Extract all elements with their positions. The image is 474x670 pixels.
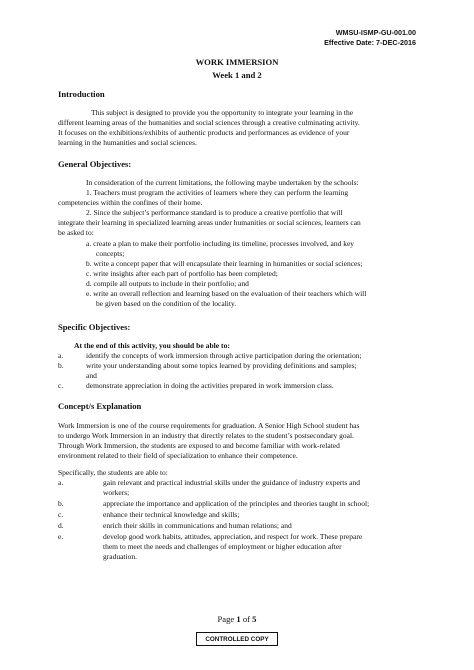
specific-item-b bbox=[86, 361, 357, 381]
specific-letter: b. bbox=[58, 361, 64, 370]
specific-objectives-heading: Specific Objectives: bbox=[58, 322, 131, 332]
specific-item-c: demonstrate appreciation in doing the activities prepared in work immersion class. bbox=[86, 381, 334, 390]
list-text: create a plan to make their portfolio including its timeline, processes involved, and key bbox=[93, 239, 355, 248]
list-text: compile all outputs to include in their portfolio; and bbox=[93, 279, 249, 288]
list-text: gain relevant and practical industrial skills under the guidance of industry experts and bbox=[103, 478, 361, 487]
general-item-1-line: competencies within the confines of their home. bbox=[58, 198, 203, 208]
page-total: 5 bbox=[252, 614, 257, 624]
document-title: WORK IMMERSION bbox=[195, 57, 279, 67]
general-subitem-b bbox=[86, 259, 362, 269]
list-text: write an overall reflection and learning based on the evaluation of their teachers which will bbox=[93, 289, 367, 298]
document-code: WMSU-ISMP-GU-001.00 bbox=[335, 28, 416, 37]
page-current: 1 bbox=[236, 614, 241, 624]
list-text: be given based on the condition of the locality. bbox=[96, 299, 237, 309]
general-objectives-body bbox=[58, 178, 418, 239]
list-letter: b. bbox=[86, 259, 92, 268]
concept-letter: a. bbox=[58, 478, 64, 487]
concept-item-b: appreciate the importance and application of the principles and theories taught in school; bbox=[103, 499, 370, 508]
concepts-specifically: Specifically, the students are able to: bbox=[58, 468, 168, 477]
page-word: Page bbox=[217, 614, 235, 624]
specific-item-a: identify the concepts of work immersion through active participation during the orientation; bbox=[86, 351, 362, 360]
general-item-1-line: 1. Teachers must program the activities of learners where they can perform the learning bbox=[86, 188, 349, 198]
intro-line: different learning areas of the humanities and social sciences through a creative culminating activity. bbox=[58, 118, 360, 128]
introduction-paragraph bbox=[58, 108, 418, 148]
concept-line: environment related to their field of specialization to enhance their competence. bbox=[58, 451, 298, 461]
specific-letter: c. bbox=[58, 381, 64, 390]
list-text: concepts; bbox=[96, 249, 125, 259]
introduction-heading: Introduction bbox=[58, 89, 105, 99]
general-item-2-line: 2. Since the subject’s performance standard is to produce a creative portfolio that will bbox=[86, 208, 343, 218]
specific-objectives-lead: At the end of this activity, you should be able to: bbox=[74, 341, 230, 350]
concepts-paragraph bbox=[58, 421, 418, 461]
concept-line: to undergo Work Immersion in an industry that directly relates to the student’s postsecondary goal. bbox=[58, 431, 354, 441]
list-text: and bbox=[86, 371, 97, 381]
general-subitem-d bbox=[86, 279, 249, 289]
concepts-heading: Concept/s Explanation bbox=[58, 401, 142, 411]
general-subitem-e bbox=[86, 289, 366, 309]
general-subitem-c bbox=[86, 269, 278, 279]
list-text: write your understanding about some topics learned by providing definitions and samples; bbox=[86, 361, 357, 370]
document-subtitle: Week 1 and 2 bbox=[212, 70, 262, 80]
list-letter: c. bbox=[86, 269, 92, 278]
general-item-2-line: be asked to: bbox=[58, 228, 94, 238]
concept-letter: c. bbox=[58, 510, 64, 519]
concept-letter: e. bbox=[58, 532, 64, 541]
page-of: of bbox=[242, 614, 251, 624]
list-text: write insights after each part of portfolio has been completed; bbox=[93, 269, 278, 278]
document-header bbox=[324, 28, 416, 48]
list-letter: d. bbox=[86, 279, 92, 288]
controlled-copy-stamp: CONTROLLED COPY bbox=[196, 632, 278, 646]
list-text: them to meet the needs and challenges of employment or higher education after bbox=[103, 542, 342, 552]
general-intro: In consideration of the current limitations, the following maybe undertaken by the schools: bbox=[86, 178, 359, 187]
concept-line: Through Work Immersion, the students are exposed to and become familiar with work-related bbox=[58, 441, 340, 451]
intro-line: It focuses on the exhibitions/exhibits of authentic products and performances as evidence of your bbox=[58, 128, 350, 138]
concept-item-e bbox=[103, 532, 362, 562]
list-letter: a. bbox=[86, 239, 92, 248]
effective-date: Effective Date: 7-DEC-2016 bbox=[324, 38, 416, 47]
concept-letter: d. bbox=[58, 521, 64, 530]
list-text: write a concept paper that will encapsulate their learning in humanities or social sciences; bbox=[93, 259, 363, 268]
general-item-2-line: integrate their learning in specialized learning areas under humanities or social sciences, learners can bbox=[58, 218, 361, 228]
specific-letter: a. bbox=[58, 351, 64, 360]
list-text: develop good work habits, attitudes, appreciation, and respect for work. These prepare bbox=[103, 532, 363, 541]
general-subitem-a bbox=[86, 239, 354, 259]
list-letter: e. bbox=[86, 289, 92, 298]
page-number bbox=[0, 614, 474, 625]
list-text: workers; bbox=[103, 488, 130, 498]
concept-item-d: enrich their skills in communications and human relations; and bbox=[103, 521, 292, 530]
concept-line: Work Immersion is one of the course requirements for graduation. A Senior High School student has bbox=[58, 421, 360, 430]
concept-item-c: enhance their technical knowledge and skills; bbox=[103, 510, 240, 519]
list-text: graduation. bbox=[103, 552, 137, 562]
intro-line: learning in the humanities and social sciences. bbox=[58, 138, 197, 148]
concept-item-a bbox=[103, 478, 360, 498]
intro-line: This subject is designed to provide you the opportunity to integrate your learning in the bbox=[91, 108, 354, 117]
concept-letter: b. bbox=[58, 499, 64, 508]
general-objectives-heading: General Objectives: bbox=[58, 159, 132, 169]
